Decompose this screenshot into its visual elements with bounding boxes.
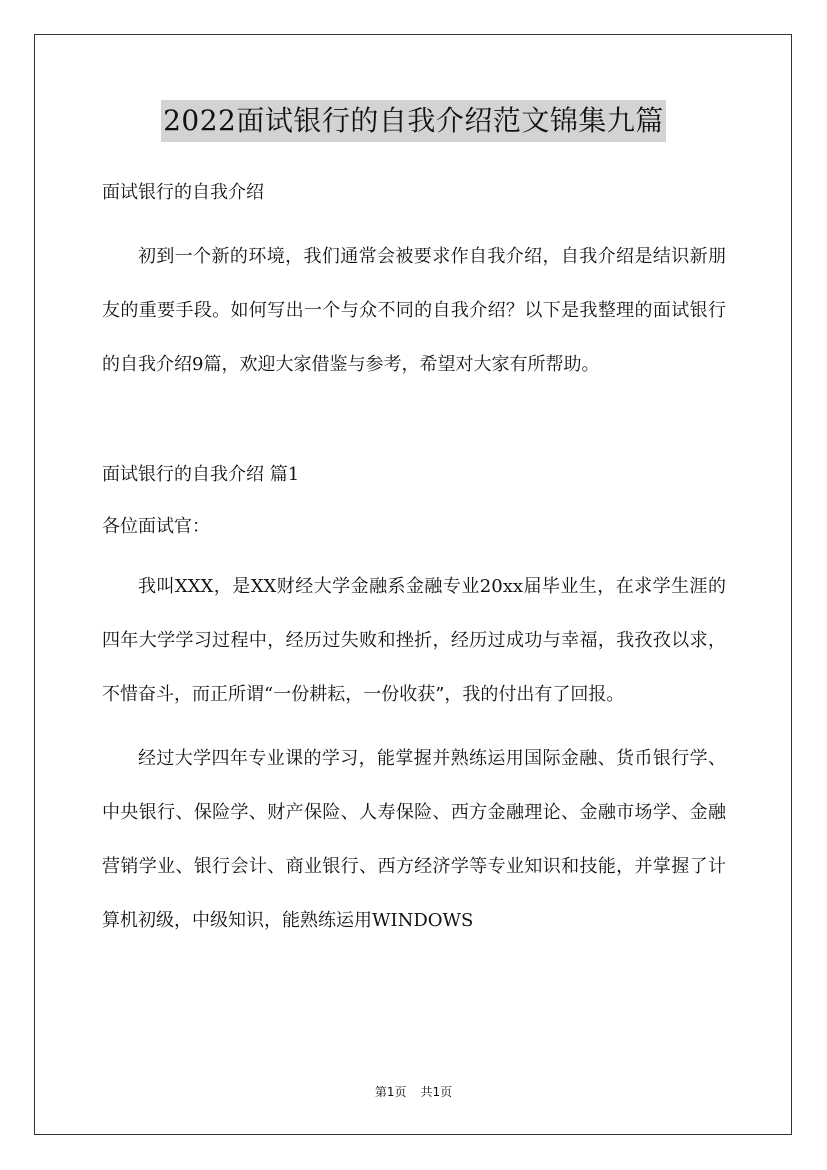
page-number: 第1页 [374, 1085, 407, 1099]
document-title: 2022面试银行的自我介绍范文锦集九篇 [161, 100, 666, 142]
section-heading: 面试银行的自我介绍 篇1 [102, 464, 300, 485]
intro-paragraph: 初到一个新的环境，我们通常会被要求作自我介绍，自我介绍是结识新朋友的重要手段。如何写出一个与众不同的自我介绍？以下是我整理的面试银行的自我介绍9篇，欢迎大家借鉴与参考，希望对大家有所帮助。 [102, 246, 726, 375]
document-body [102, 174, 726, 948]
greeting: 各位面试官： [102, 516, 210, 537]
body-paragraph-1: 我叫XXX，是XX财经大学金融系金融专业20xx届毕业生，在求学生涯的四年大学学习过程中，经历过失败和挫折，经历过成功与幸福，我孜孜以求，不惜奋斗，而正所谓“一份耕耘，一份收获”，我的付出有了回报。 [102, 576, 726, 705]
page-total: 共1页 [420, 1085, 453, 1099]
page-footer [0, 1084, 827, 1100]
intro-heading: 面试银行的自我介绍 [102, 182, 264, 203]
body-paragraph-2: 经过大学四年专业课的学习，能掌握并熟练运用国际金融、货币银行学、中央银行、保险学、财产保险、人寿保险、西方金融理论、金融市场学、金融营销学业、银行会计、商业银行、西方经济学等专业知识和技能，并掌握了计算机初级，中级知识，能熟练运用WINDOWS [102, 748, 726, 931]
title-container [0, 100, 827, 142]
